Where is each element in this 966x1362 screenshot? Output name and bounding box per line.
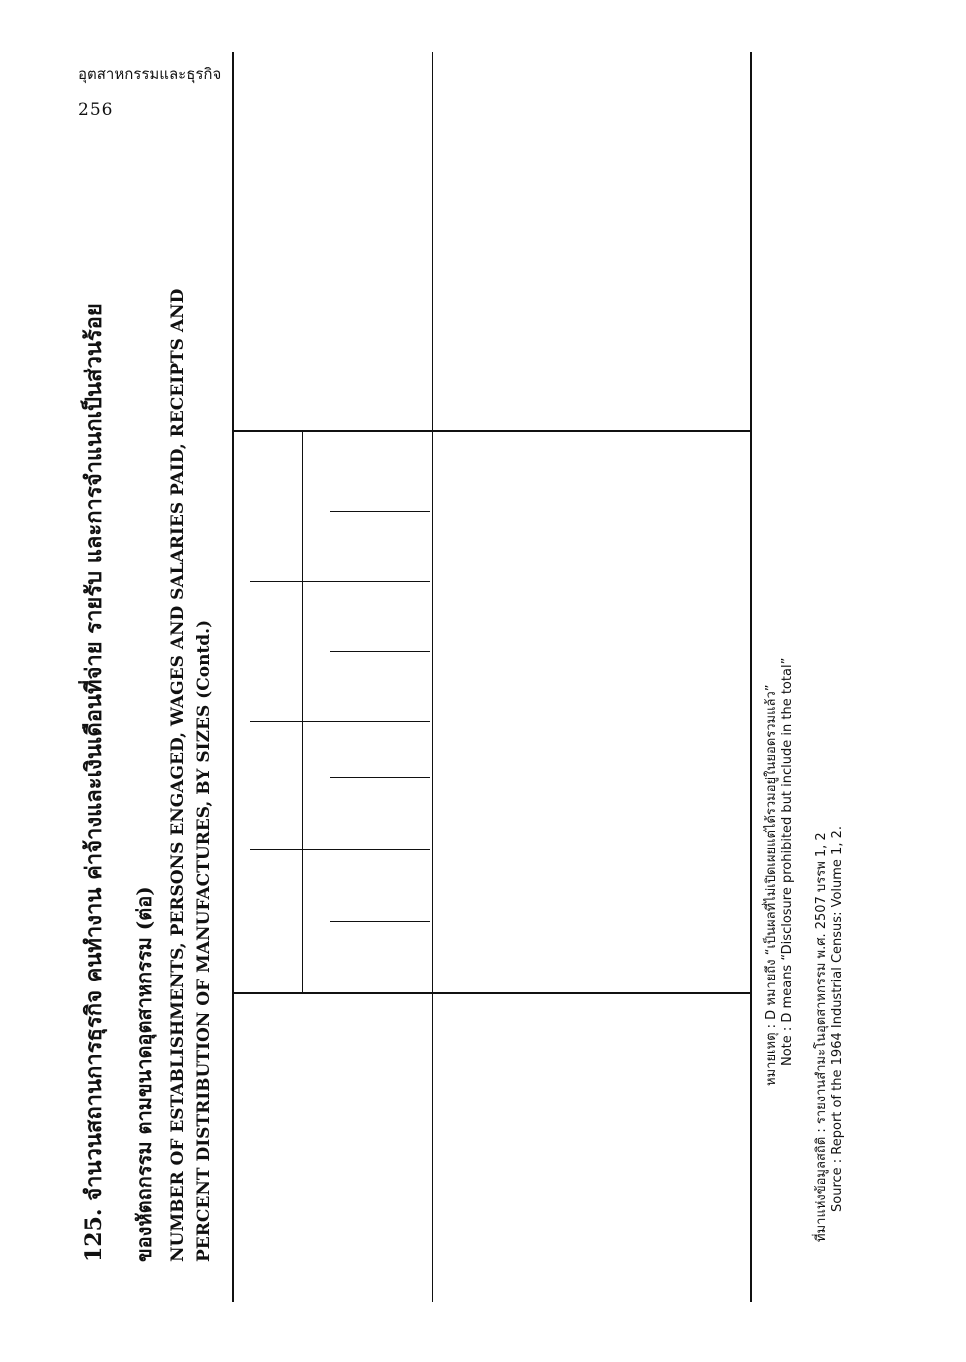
subcol-divider-0 [330, 921, 430, 922]
note-thai: หมายเหตุ : D หมายถึง “เป็นผลที่ไม่เปิดเผยแต่ได้รวมอยู่ในยอดรวมแล้ว” [764, 684, 779, 1086]
group-divider-2 [250, 721, 430, 722]
title-thai-line2: ของหัตถกรรม ตามขนาดอุตสาหกรรม (ต่อ) [132, 886, 156, 1262]
table-bottom-rule [750, 52, 752, 1302]
stub-separator-rule [232, 430, 750, 432]
header-separator-rule [232, 992, 750, 994]
title-thai-line1: 125. จำนวนสถานการธุรกิจ คนทำงาน ค่าจ้างและเงินเดือนที่จ่าย รายรับ และการจำแนกเป็นส่วนร้อย [81, 303, 107, 1262]
title-english-line2: PERCENT DISTRIBUTION OF MANUFACTURES, BY SIZES (Contd.) [194, 619, 214, 1262]
running-head: อุตสาหกรรมและธุรกิจ [78, 65, 222, 83]
source-thai: ที่มาแห่งข้อมูลสถิติ : รายงานสำมะโนอุตสาหกรรม พ.ศ. 2507 บรรพ 1, 2 [814, 832, 829, 1242]
page-number: 256 [78, 100, 114, 120]
title-english-line1: NUMBER OF ESTABLISHMENTS, PERSONS ENGAGED, WAGES AND SALARIES PAID, RECEIPTS AND [168, 288, 188, 1262]
group-underline-rule [302, 432, 303, 992]
source-english: Source : Report of the 1964 Industrial Census: Volume 1, 2. [830, 825, 845, 1212]
subcol-divider-2 [330, 651, 430, 652]
table-top-rule [232, 52, 234, 1302]
header-body-rule [432, 52, 433, 1302]
group-divider-3 [250, 581, 430, 582]
group-divider-1 [250, 849, 430, 850]
note-english: Note : D means “Disclosure prohibited but include in the total” [780, 657, 795, 1066]
subcol-divider-3 [330, 511, 430, 512]
subcol-divider-1 [330, 777, 430, 778]
